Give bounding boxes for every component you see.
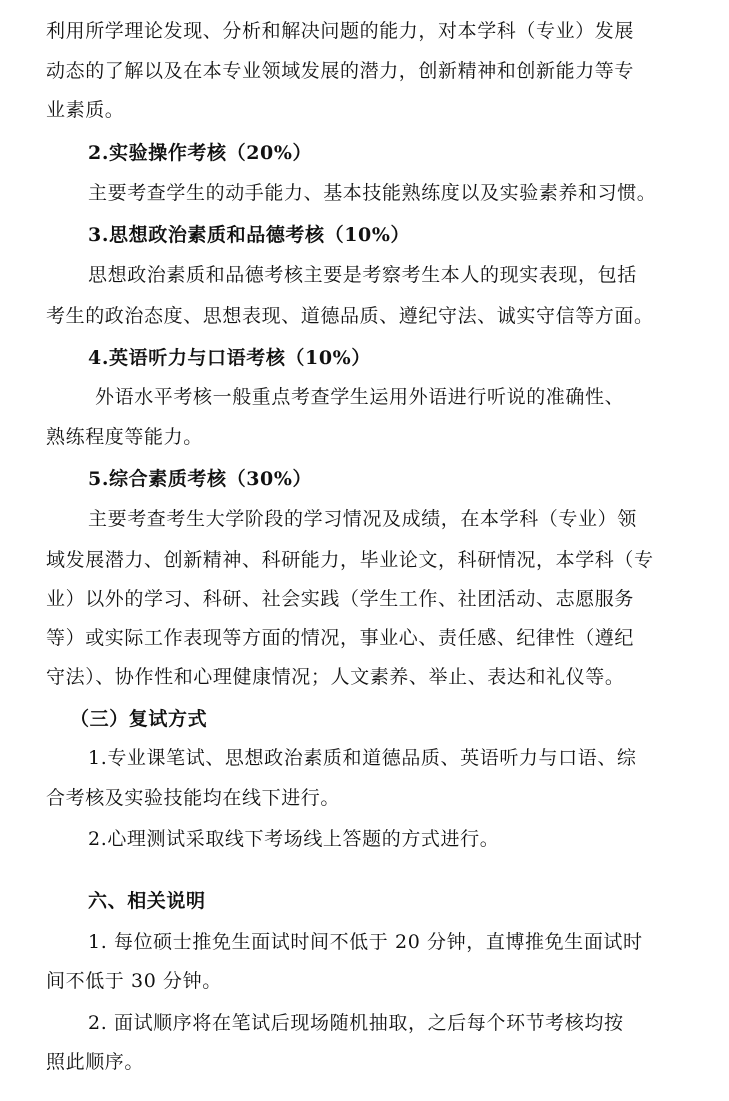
- section-english-line-2: 熟练程度等能力。: [46, 426, 203, 448]
- section-overall-line-4: 等）或实际工作表现等方面的情况，事业心、责任感、纪律性（遵纪: [46, 627, 635, 649]
- section-politics-line-1: 思想政治素质和品德考核主要是考察考生本人的现实表现，包括: [88, 264, 637, 286]
- section-overall-line-1: 主要考查考生大学阶段的学习情况及成绩，在本学科（专业）领: [88, 508, 637, 530]
- notes-line-4: 照此顺序。: [46, 1051, 145, 1073]
- notes-line-3: 2. 面试顺序将在笔试后现场随机抽取，之后每个环节考核均按: [88, 1012, 624, 1034]
- retest-line-1: 1.专业课笔试、思想政治素质和道德品质、英语听力与口语、综: [88, 747, 637, 769]
- retest-line-3: 2.心理测试采取线下考场线上答题的方式进行。: [88, 828, 500, 850]
- section-overall-line-2: 域发展潜力、创新精神、科研能力，毕业论文，科研情况，本学科（专: [46, 549, 654, 571]
- section-politics-line-2: 考生的政治态度、思想表现、道德品质、遵纪守法、诚实守信等方面。: [46, 305, 654, 327]
- notes-line-2: 间不低于 30 分钟。: [46, 970, 222, 992]
- section-heading-politics: 3.思想政治素质和品德考核（10%）: [88, 224, 411, 246]
- section-heading-overall: 5.综合素质考核（30%）: [88, 468, 313, 490]
- intro-line-3: 业素质。: [46, 99, 125, 121]
- notes-line-1: 1. 每位硕士推免生面试时间不低于 20 分钟，直博推免生面试时: [88, 931, 643, 953]
- notes-heading: 六、相关说明: [88, 890, 206, 912]
- section-english-line-1: 外语水平考核一般重点考查学生运用外语进行听说的准确性、: [95, 386, 625, 408]
- section-overall-line-5: 守法）、协作性和心理健康情况；人文素养、举止、表达和礼仪等。: [46, 666, 625, 688]
- section-experiment-line-1: 主要考查学生的动手能力、基本技能熟练度以及实验素养和习惯。: [88, 182, 657, 204]
- intro-line-2: 动态的了解以及在本专业领域发展的潜力，创新精神和创新能力等专: [46, 60, 635, 82]
- retest-heading: （三）复试方式: [70, 708, 208, 730]
- section-heading-english: 4.英语听力与口语考核（10%）: [88, 347, 371, 369]
- section-heading-experiment: 2.实验操作考核（20%）: [88, 142, 313, 164]
- intro-line-1: 利用所学理论发现、分析和解决问题的能力，对本学科（专业）发展: [46, 20, 635, 42]
- section-overall-line-3: 业）以外的学习、科研、社会实践（学生工作、社团活动、志愿服务: [46, 588, 635, 610]
- retest-line-2: 合考核及实验技能均在线下进行。: [46, 787, 341, 809]
